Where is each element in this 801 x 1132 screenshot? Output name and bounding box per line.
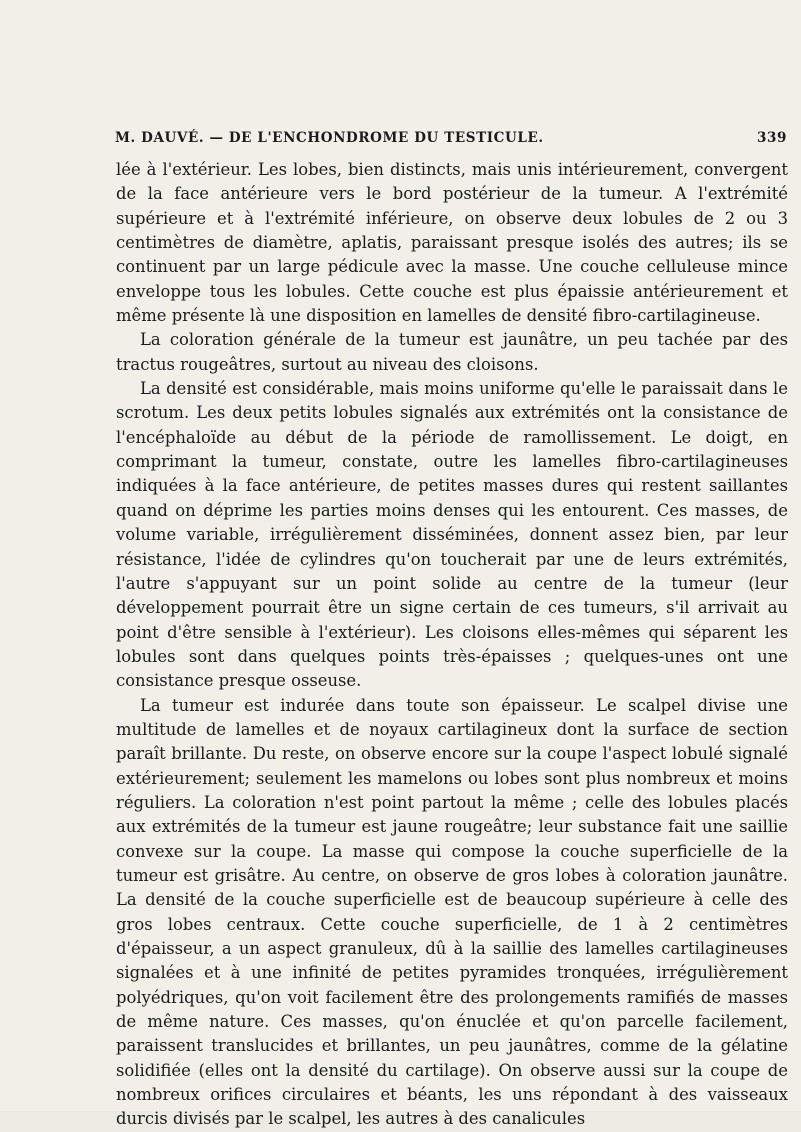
paragraph: lée à l'extérieur. Les lobes, bien distincts, mais unis intérieurement, convergent de la face antérieure vers le bord postérieur de la tumeur. A l'extrémité supérieure et à l'extrémité inférieure, on observe deux lobules de 2 ou 3 centimètres de diamètre, aplatis, paraissant presque isolés des autres; ils se continuent par un large pédicule avec la masse. Une couche celluleuse mince enveloppe tous les lobules. Cette couche est plus épaissie antérieurement et même présente là une disposition en lamelles de densité fibro-cartilagineuse. [116,160,788,326]
running-head-title: M. DAUVÉ. — DE L'ENCHONDROME DU TESTICULE. [115,130,544,146]
paragraph: La coloration générale de la tumeur est jaunâtre, un peu tachée par des tractus rougeâtres, surtout au niveau des cloisons. [116,330,788,374]
paragraph: La tumeur est indurée dans toute son épaisseur. Le scalpel divise une multitude de lamelles et de noyaux cartilagineux dont la surface de section paraît brillante. Du reste, on observe encore sur la coupe l'aspect lobulé signalé extérieurement; seulement les mamelons ou lobes sont plus nombreux et moins réguliers. La coloration n'est point partout la même ; celle des lobules placés aux extrémités de la tumeur est jaune rougeâtre; leur substance fait une saillie convexe sur la coupe. La masse qui compose la couche superficielle de la tumeur est grisâtre. Au centre, on observe de gros lobes à coloration jaunâtre. La densité de la couche superficielle est de beaucoup supérieure à celle des gros lobes centraux. Cette couche superficielle, de 1 à 2 centimètres d'épaisseur, a un aspect granuleux, dû à la saillie des lamelles cartilagineuses signalées et à une infinité de petites pyramides tronquées, irrégulièrement polyédriques, qu'on voit facilement être des prolongements ramifiés de masses de même nature. Ces masses, qu'on énuclée et qu'on parcelle facilement, paraissent translucides et brillantes, un peu jaunâtres, comme de la gélatine solidifiée (elles ont la densité du cartilage). On observe aussi sur la coupe de nombreux orifices circulaires et béants, les uns répondant à des vaisseaux durcis divisés par le scalpel, les autres à des canalicules [116,695,788,1129]
paragraph: La densité est considérable, mais moins uniforme qu'elle le paraissait dans le scrotum. Les deux petits lobules signalés aux extrémités ont la consistance de l'encéphaloïde au début de la période de ramollissement. Le doigt, en comprimant la tumeur, constate, outre les lamelles fibro-cartilagineuses indiquées à la face antérieure, de petites masses dures qui restent saillantes quand on déprime les parties moins denses qui les entourent. Ces masses, de volume variable, irrégulièrement disséminées, donnent assez bien, par leur résistance, l'idée de cylindres qu'on toucherait par une de leurs extrémités, l'autre s'appuyant sur un point solide au centre de la tumeur (leur développement pourrait être un signe certain de ces tumeurs, s'il arrivait au point d'être sensible à l'extérieur). Les cloisons elles-mêmes qui séparent les lobules sont dans quelques points très-épaisses ; quelques-unes ont une consistance presque osseuse. [116,379,788,691]
running-header [115,130,787,154]
page-number: 339 [757,130,787,146]
body-text [116,158,788,1132]
